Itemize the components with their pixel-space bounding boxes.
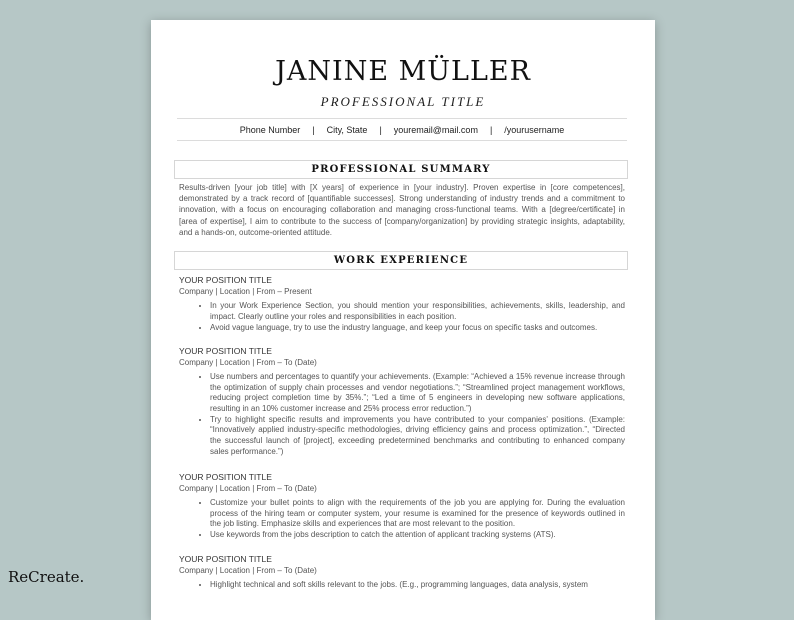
summary-heading: PROFESSIONAL SUMMARY: [174, 160, 628, 179]
bullet-item: • Customize your bullet points to align with the requirements of the job you are applying for. During the evaluation process of the hiring team or computer system, your resume is examined for the presence of keywords outlined in the job listing. Emphasize skills and experiences that are most relevant to the position.: [210, 498, 625, 530]
bullet-item: • In your Work Experience Section, you should mention your responsibilities, achievements, skills, leadership, and impact. Clearly outline your roles and responsibilities in each position.: [210, 301, 625, 322]
job-bullets: [179, 580, 625, 591]
bullet-item: • Use keywords from the jobs description to catch the attention of applicant tracking systems (ATS).: [210, 530, 625, 541]
resume-page: [151, 20, 655, 620]
job-title: YOUR POSITION TITLE: [179, 472, 272, 482]
bullet-item: • Highlight technical and soft skills relevant to the jobs. (E.g., programming languages, data analysis, system: [210, 580, 625, 591]
contact-bar: [177, 118, 627, 141]
bullet-item: • Avoid vague language, try to use the industry language, and keep your focus on specific tasks and outcomes.: [210, 323, 625, 334]
job-meta: Company | Location | From – To (Date): [179, 358, 317, 367]
brand-watermark: ReCreate.: [8, 568, 85, 586]
job-title: YOUR POSITION TITLE: [179, 346, 272, 356]
contact-separator: |: [489, 124, 493, 135]
bullet-item: • Try to highlight specific results and improvements you have contributed to your companies' positions. (Example: “Innovatively applied industry-specific methodologies, driving efficiency gains and process optimization.”, “Directed the successful launch of [project], exceeding predetermined benchmarks and contributing to enhanced company sales performance.”): [210, 415, 625, 457]
job-bullets: [179, 498, 625, 541]
job-meta: Company | Location | From – To (Date): [179, 484, 317, 493]
job-title: YOUR POSITION TITLE: [179, 554, 272, 564]
contact-separator: |: [312, 124, 315, 135]
job-title: YOUR POSITION TITLE: [179, 275, 272, 285]
job-bullets: [179, 301, 625, 333]
job-entry: [179, 346, 625, 458]
job-meta: Company | Location | From – Present: [179, 287, 312, 296]
experience-heading: WORK EXPERIENCE: [174, 251, 628, 270]
summary-text: Results-driven [your job title] with [X years] of experience in [your industry]. Proven expertise in [core competences], demonstrated by a track record of [quantifiable successes]. Strong understanding of industry trends and a commitment to innovation, with a focus on encouraging collaboration and managing cross-functional teams. With a [degree/certificate] in [area of expertise], I aim to contribute to the success of [company/organization] by providing strategic insights, adaptability, and a hands-on, outcome-oriented attitude.: [179, 183, 625, 237]
job-bullets: [179, 372, 625, 457]
contact-email: youremail@mail.com: [393, 124, 478, 135]
job-meta: Company | Location | From – To (Date): [179, 566, 317, 575]
contact-username: /yourusername: [504, 124, 565, 135]
professional-title: PROFESSIONAL TITLE: [320, 94, 486, 109]
job-entry: [179, 554, 625, 591]
contact-location: City, State: [326, 124, 368, 135]
bullet-item: • Use numbers and percentages to quantify your achievements. (Example: “Achieved a 15% revenue increase through the optimization of supply chain processes and vendor negotiations.”; “Streamlined project management workflows, reducing project completion time by 35%.”; “Led a time of 5 engineers in developing new software applications, resulting in an 10% customer increase and 25% process error reduction.”): [210, 372, 625, 414]
contact-separator: |: [379, 124, 382, 135]
job-entry: [179, 472, 625, 541]
candidate-name: JANINE MÜLLER: [275, 56, 531, 87]
contact-phone: Phone Number: [239, 124, 301, 135]
job-entry: [179, 275, 625, 334]
